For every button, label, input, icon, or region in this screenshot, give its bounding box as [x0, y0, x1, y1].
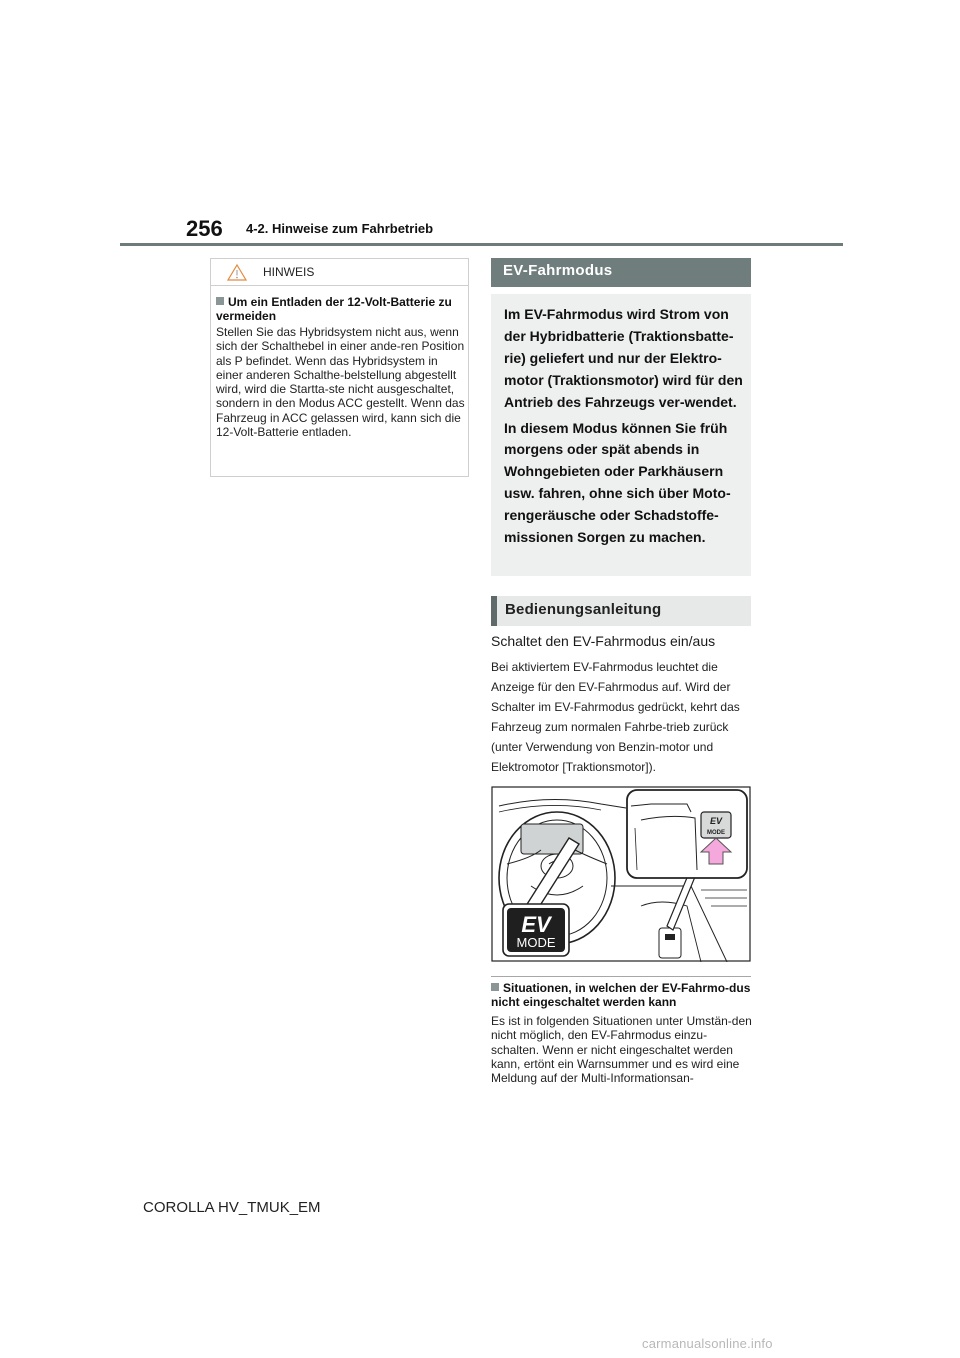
operation-title-bar [491, 596, 751, 626]
notice-heading [216, 295, 462, 323]
notice-heading-text: Um ein Entladen der 12-Volt-Batterie zu vermeiden [216, 295, 452, 323]
ev-mode-icon-mode: MODE [516, 935, 556, 950]
switch-function-text: Schaltet den EV-Fahrmodus ein/aus [491, 633, 716, 649]
dashboard-drawing [491, 786, 751, 962]
switch-description: Bei aktiviertem EV-Fahrmodus leuchtet die Anzeige für den EV-Fahrmodus auf. Wird der Schalter im EV-Fahrmodus gedrückt, kehrt das Fahrzeug zum normalen Fahrbe-trieb zurück (unter Verwendung von Benzin-motor und Elektromotor [Traktionsmotor]). [491, 660, 740, 774]
bullet-square-icon [216, 297, 224, 305]
small-ev-label: EV [709, 816, 723, 826]
page-number: 256 [186, 216, 223, 241]
notice-header [211, 259, 468, 286]
notice-label: HINWEIS [263, 265, 315, 279]
ev-description-paragraph-1: Im EV-Fahrmodus wird Strom von der Hybridbatterie (Traktionsbatte-rie) geliefert und nur der Elektro-motor (Traktionsmotor) wird für den Antrieb des Fahrzeugs ver-wendet. [504, 306, 743, 410]
notice-body: Stellen Sie das Hybridsystem nicht aus, wenn sich der Schalthebel in einer ande-ren Position als P befindet. Wenn das Hybridsystem in einer anderen Schalthe-belstellung abgestellt wird, wird die Startta-ste nicht ausgeschaltet, sondern in den Modus ACC gestellt. Wenn das Fahrzeug in ACC gelassen wird, kann sich die 12-Volt-Batterie entladen. [216, 325, 465, 440]
situations-heading [491, 981, 751, 1009]
notice-box [210, 258, 469, 477]
bullet-square-icon [491, 983, 499, 991]
ev-section-title: EV-Fahrmodus [503, 262, 613, 279]
header-rule [120, 243, 843, 246]
ev-description-text [504, 304, 744, 549]
situations-body: Es ist in folgenden Situationen unter Umstän-den nicht möglich, den EV-Fahrmodus einzu-schalten. Wenn er nicht eingeschaltet werden kann, ertönt ein Warnsummer und es wird eine Meldung auf der Multi-Informationsan- [491, 1014, 752, 1086]
ev-section-title-bar [491, 258, 751, 287]
small-mode-label: MODE [707, 830, 725, 836]
ev-mode-switch-illustration [491, 786, 751, 962]
ev-description-panel [491, 294, 751, 576]
operation-title: Bedienungsanleitung [505, 601, 662, 618]
footer-model-code: COROLLA HV_TMUK_EM [143, 1199, 321, 1216]
situations-heading-text: Situationen, in welchen der EV-Fahrmo-dus nicht eingeschaltet werden kann [491, 981, 751, 1009]
warning-triangle-icon [227, 264, 247, 281]
ev-description-paragraph-2: In diesem Modus können Sie früh morgens oder spät abends in Wohngebieten oder Parkhäusern usw. fahren, ohne sich über Moto-rengeräusche oder Schadstoffe-missionen Sorgen zu machen. [504, 419, 731, 546]
operation-title-accent [491, 596, 497, 626]
ev-mode-icon-ev: EV [521, 912, 551, 937]
watermark: carmanualsonline.info [642, 1336, 773, 1351]
section-divider [491, 976, 751, 977]
section-title: 4-2. Hinweise zum Fahrbetrieb [246, 221, 434, 236]
